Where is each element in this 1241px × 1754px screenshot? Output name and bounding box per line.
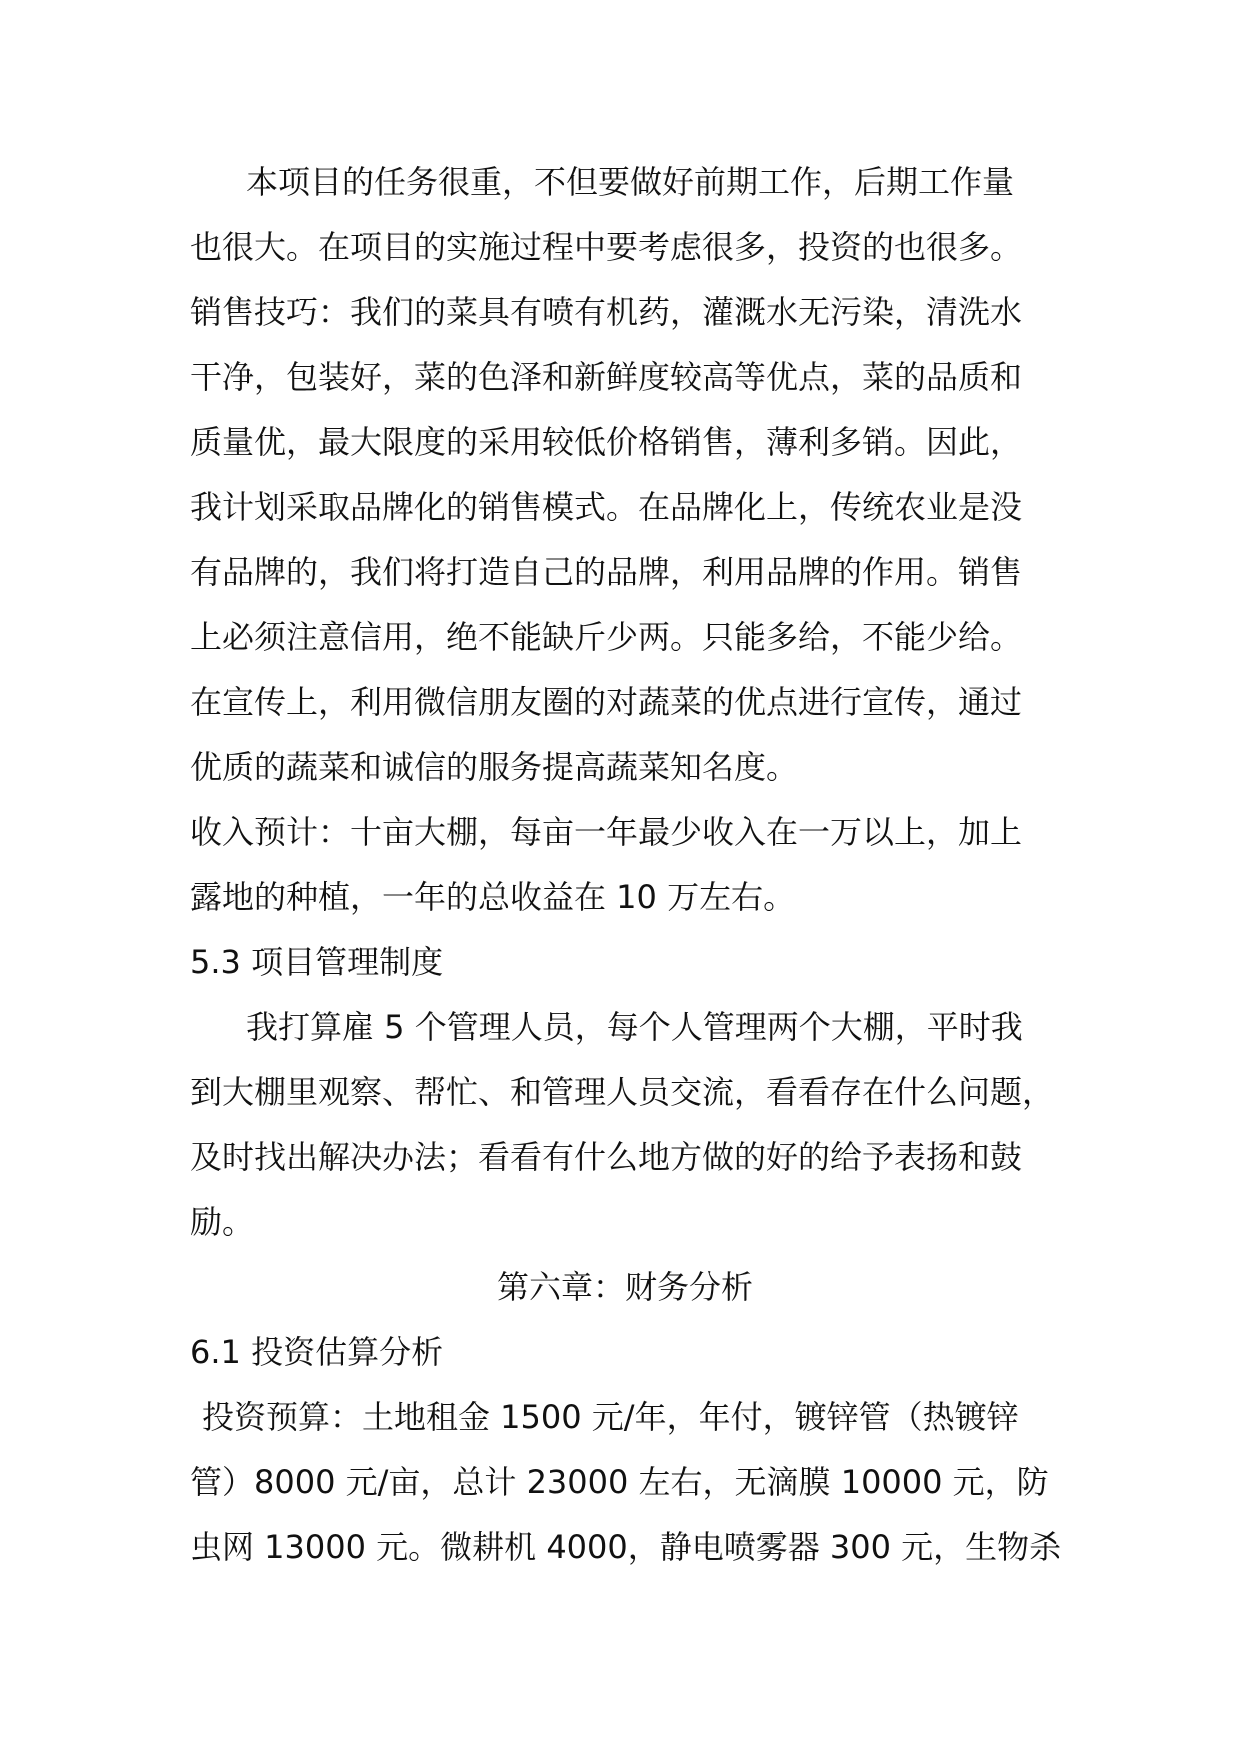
paragraph-line: 励。 — [190, 1203, 255, 1241]
paragraph-line: 上必须注意信用，绝不能缺斤少两。只能多给，不能少给。 — [190, 618, 1023, 656]
paragraph-line: 质量优，最大限度的采用较低价格销售，薄利多销。因此， — [190, 423, 1023, 461]
chapter-title: 第六章：财务分析 — [496, 1268, 753, 1306]
paragraph-line: 我打算雇 5 个管理人员，每个人管理两个大棚，平时我 — [246, 1008, 1023, 1046]
section-heading: 6.1 投资估算分析 — [190, 1333, 444, 1371]
paragraph-line: 有品牌的，我们将打造自己的品牌，利用品牌的作用。销售 — [190, 553, 1023, 591]
paragraph-line: 优质的蔬菜和诚信的服务提高蔬菜知名度。 — [190, 748, 799, 786]
paragraph-line: 干净，包装好，菜的色泽和新鲜度较高等优点，菜的品质和 — [190, 358, 1023, 396]
paragraph-line: 露地的种植，一年的总收益在 10 万左右。 — [190, 878, 796, 916]
section-heading: 5.3 项目管理制度 — [190, 943, 444, 981]
paragraph-line: 销售技巧：我们的菜具有喷有机药，灌溉水无污染，清洗水 — [190, 293, 1023, 331]
paragraph-line: 到大棚里观察、帮忙、和管理人员交流，看看存在什么问题， — [190, 1073, 1055, 1111]
paragraph-line: 投资预算：土地租金 1500 元/年，年付，镀锌管（热镀锌 — [202, 1398, 1019, 1436]
paragraph-line: 虫网 13000 元。微耕机 4000，静电喷雾器 300 元，生物杀 — [190, 1528, 1062, 1566]
paragraph-line: 我计划采取品牌化的销售模式。在品牌化上，传统农业是没 — [190, 488, 1023, 526]
paragraph-line: 收入预计：十亩大棚，每亩一年最少收入在一万以上，加上 — [190, 813, 1023, 851]
paragraph-line: 管）8000 元/亩，总计 23000 左右，无滴膜 10000 元，防 — [190, 1463, 1049, 1501]
paragraph-line: 本项目的任务很重，不但要做好前期工作，后期工作量 — [246, 163, 1015, 201]
document-page — [190, 150, 1060, 1580]
paragraph-line: 也很大。在项目的实施过程中要考虑很多，投资的也很多。 — [190, 228, 1023, 266]
paragraph-line: 及时找出解决办法；看看有什么地方做的好的给予表扬和鼓 — [190, 1138, 1023, 1176]
paragraph-line: 在宣传上，利用微信朋友圈的对蔬菜的优点进行宣传，通过 — [190, 683, 1023, 721]
